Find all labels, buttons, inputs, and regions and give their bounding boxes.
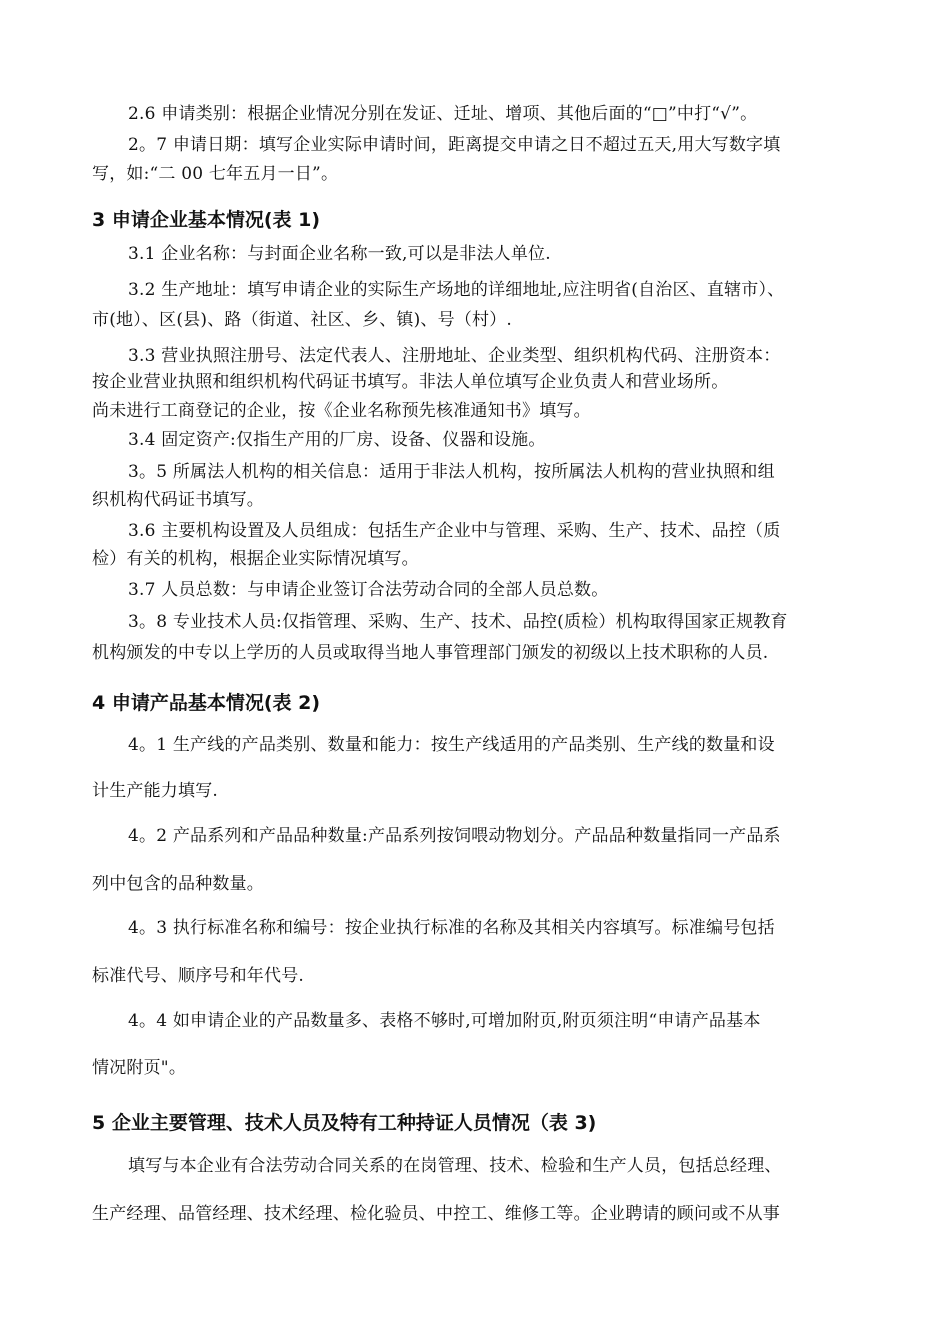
text-line-4-3: 4。3 执行标准名称和编号：按企业执行标准的名称及其相关内容填写。标准编号包括	[128, 918, 775, 938]
text-line-5-1-cont: 生产经理、品管经理、技术经理、检化验员、中控工、维修工等。企业聘请的顾问或不从事	[92, 1204, 780, 1224]
text-line-3-3-cont2: 尚未进行工商登记的企业，按《企业名称预先核准通知书》填写。	[92, 401, 591, 421]
text-line-3-6: 3.6 主要机构设置及人员组成：包括生产企业中与管理、采购、生产、技术、品控（质	[128, 521, 781, 541]
text-line-3-6-cont: 检）有关的机构，根据企业实际情况填写。	[92, 549, 419, 569]
section-heading-3: 3 申请企业基本情况(表 1)	[92, 209, 321, 231]
text-line-3-2-cont: 市(地）、区(县)、路（街道、社区、乡、镇)、号（村）.	[92, 310, 513, 330]
text-line-3-8: 3。8 专业技术人员:仅指管理、采购、生产、技术、品控(质检）机构取得国家正规教育	[128, 612, 788, 632]
text-line-3-3: 3.3 营业执照注册号、法定代表人、注册地址、企业类型、组织机构代码、注册资本：	[128, 346, 781, 366]
text-line-4-1-cont: 计生产能力填写.	[92, 781, 219, 801]
text-line-3-1: 3.1 企业名称：与封面企业名称一致,可以是非法人单位.	[128, 244, 551, 264]
text-line-2-7: 2。7 申请日期：填写企业实际申请时间，距离提交申请之日不超过五天,用大写数字填	[128, 135, 781, 155]
text-line-3-3-cont: 按企业营业执照和组织机构代码证书填写。非法人单位填写企业负责人和营业场所。	[92, 372, 729, 392]
text-line-3-4: 3.4 固定资产:仅指生产用的厂房、设备、仪器和设施。	[128, 430, 546, 450]
text-line-4-4-cont: 情况附页"。	[92, 1058, 187, 1078]
text-line-4-2: 4。2 产品系列和产品品种数量:产品系列按饲喂动物划分。产品品种数量指同一产品系	[128, 826, 781, 846]
text-line-4-4: 4。4 如申请企业的产品数量多、表格不够时,可增加附页,附页须注明“申请产品基本	[128, 1011, 761, 1031]
text-line-4-3-cont: 标准代号、顺序号和年代号.	[92, 966, 305, 986]
text-line-4-2-cont: 列中包含的品种数量。	[92, 874, 264, 894]
text-line-3-2: 3.2 生产地址：填写申请企业的实际生产场地的详细地址,应注明省(自治区、直辖市）、	[128, 280, 785, 300]
section-heading-5: 5 企业主要管理、技术人员及特有工种持证人员情况（表 3)	[92, 1112, 597, 1134]
text-line-4-1: 4。1 生产线的产品类别、数量和能力：按生产线适用的产品类别、生产线的数量和设	[128, 735, 775, 755]
text-line-2-7-cont: 写，如:“二 00 七年五月一日”。	[92, 164, 339, 184]
section-heading-4: 4 申请产品基本情况(表 2)	[92, 692, 321, 714]
text-line-3-8-cont: 机构颁发的中专以上学历的人员或取得当地人事管理部门颁发的初级以上技术职称的人员.	[92, 643, 769, 663]
text-line-5-1: 填写与本企业有合法劳动合同关系的在岗管理、技术、检验和生产人员，包括总经理、	[128, 1156, 782, 1176]
text-line-3-5-cont: 织机构代码证书填写。	[92, 490, 264, 510]
text-line-2-6: 2.6 申请类别：根据企业情况分别在发证、迁址、增项、其他后面的“□”中打“√”。	[128, 104, 758, 124]
text-line-3-7: 3.7 人员总数：与申请企业签订合法劳动合同的全部人员总数。	[128, 580, 609, 600]
text-line-3-5: 3。5 所属法人机构的相关信息：适用于非法人机构，按所属法人机构的营业执照和组	[128, 462, 775, 482]
